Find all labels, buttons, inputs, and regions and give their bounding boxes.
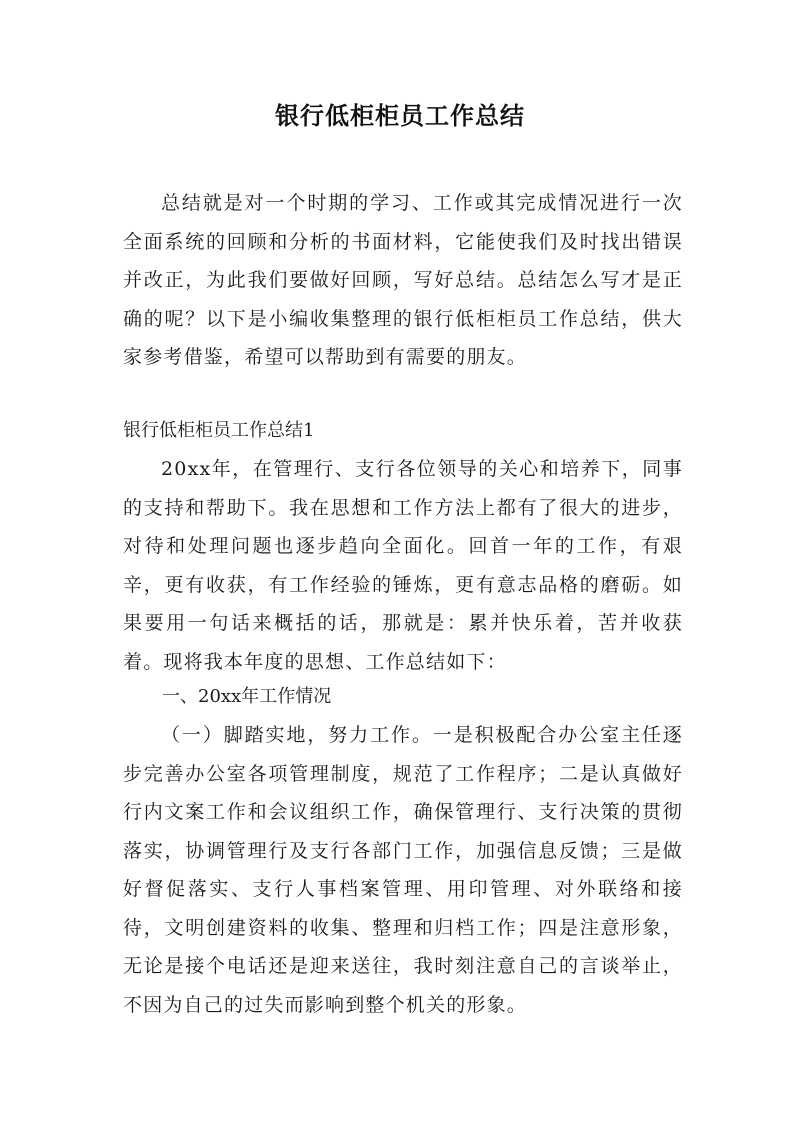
paragraph-2-text: （一）脚踏实地，努力工作。一是积极配合办公室主任逐步完善办公室各项管理制度，规范了工作程序；二是认真做好行内文案工作和会议组织工作，确保管理行、支行决策的贯彻落实，协调管理行及支行各部门工作，加强信息反馈；三是做好督促落实、支行人事档案管理、用印管理、对外联络和接待，文明创建资料的收集、整理和归档工作；四是注意形象，无论是接个电话还是迎来送往，我时刻注意自己的言谈举止，不因为自己的过失而影响到整个机关的形象。 — [123, 724, 683, 1016]
paragraph-1-text: 20xx年，在管理行、支行各位领导的关心和培养下，同事的支持和帮助下。我在思想和工作方法上都有了很大的进步，对待和处理问题也逐步趋向全面化。回首一年的工作，有艰辛，更有收获，有工作经验的锤炼，更有意志品格的磨砺。如果要用一句话来概括的话，那就是：累并快乐着，苦并收获着。现将我本年度的思想、工作总结如下： — [123, 458, 683, 673]
intro-paragraph — [123, 184, 683, 377]
body-paragraph-1 — [123, 450, 683, 681]
subheading-1: 一、20xx年工作情况 — [162, 686, 332, 707]
body-paragraph-2 — [123, 716, 683, 1024]
document-title: 银行低柜柜员工作总结 — [275, 102, 525, 130]
intro-text: 总结就是对一个时期的学习、工作或其完成情况进行一次全面系统的回顾和分析的书面材料，它能使我们及时找出错误并改正，为此我们要做好回顾，写好总结。总结怎么写才是正确的呢？以下是小编收集整理的银行低柜柜员工作总结，供大家参考借鉴，希望可以帮助到有需要的朋友。 — [123, 192, 683, 368]
section-heading: 银行低柜柜员工作总结1 — [123, 420, 315, 441]
